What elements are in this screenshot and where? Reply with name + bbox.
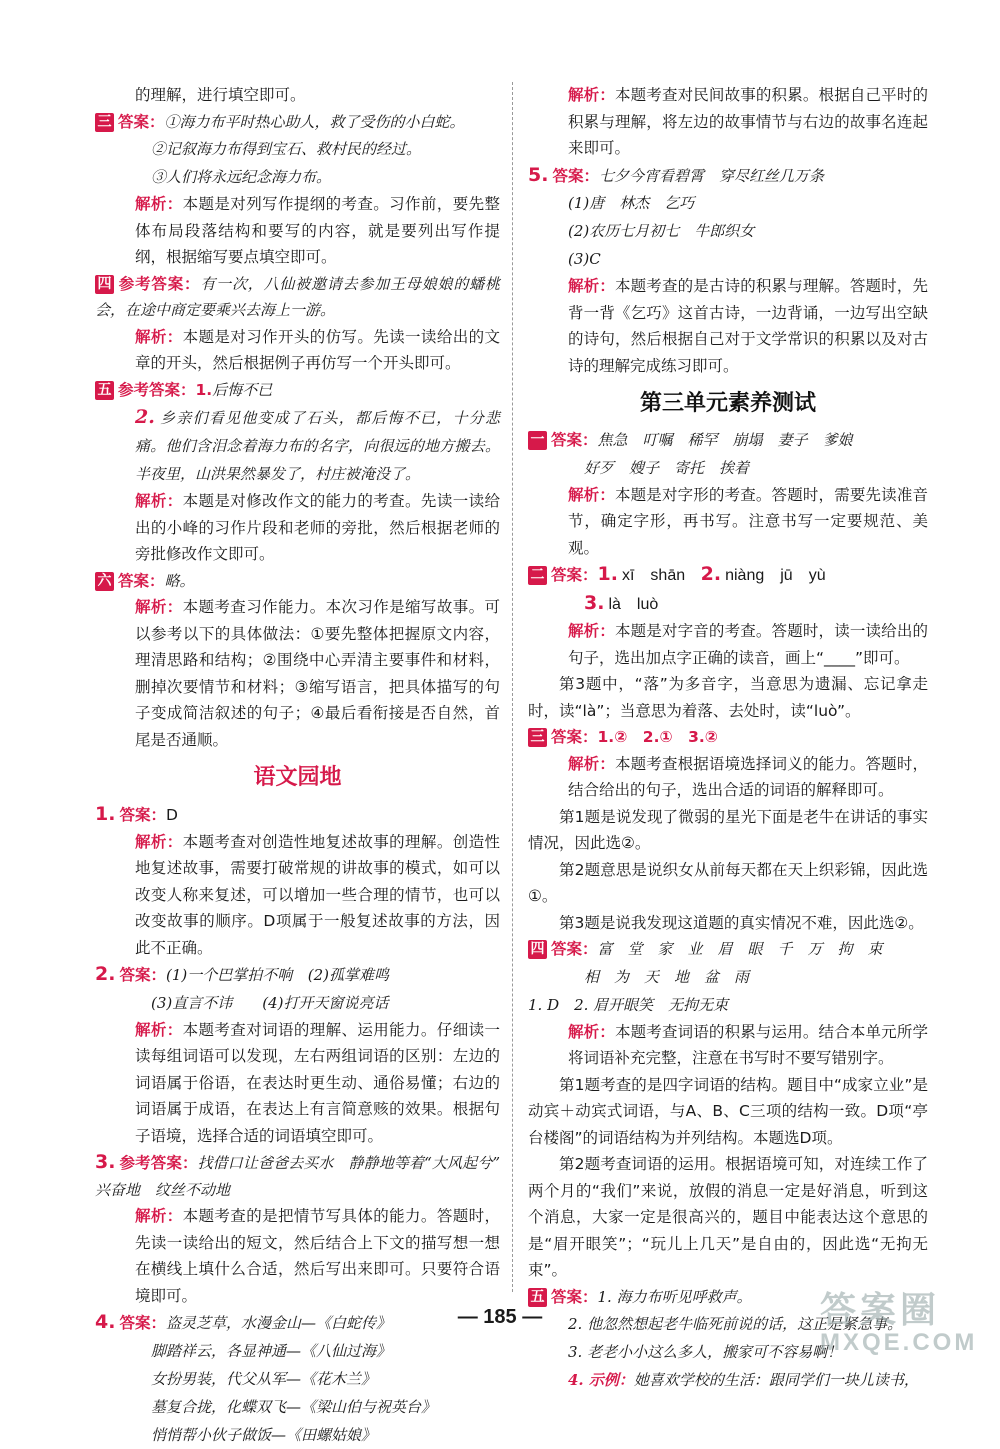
answer-text: (1)一个巴掌拍不响 [165,966,293,984]
answer-label: 答案： [551,728,598,746]
explanation-label: 解析： [135,492,183,510]
question-3 [95,1149,515,1309]
section-tag: 五 [95,381,114,400]
page-number: — 185 — [457,1306,543,1328]
item-number: 1. [95,803,116,825]
answer-text: (3)直言不讳 [151,993,233,1012]
answer-label: 参考答案： [118,274,201,293]
question-2 [95,961,500,1149]
answer-label: 答案： [118,112,165,131]
item-number: 2. [135,406,155,428]
explanation-text: 本题考查对民间故事的积累。根据自己平时的积累与理解，将左边的故事情节与右边的故事名连起来即可。 [568,86,928,157]
item-number: 4. [95,1311,116,1333]
answer-text: 相 为 天 地 盆 雨 [584,967,750,986]
answer-text: 焦急 叮嘱 稀罕 崩塌 妻子 爹娘 [597,431,853,449]
explanation-label: 解析： [568,622,615,640]
answer-text: (2)孤掌难鸣 [307,966,389,984]
answer-label: 答案： [551,1287,598,1306]
item-number: 1. [195,380,213,399]
answer-text: 1. D 2. 眉开眼笑 无拘无束 [528,995,729,1014]
answer-label: 答案： [551,431,598,449]
answer-text: 3. 老老小小这么多人，搬家可不容易啊！ [568,1343,843,1361]
explanation-text: 本题考查对词语的理解、运用能力。仔细读一读每组词语可以发现，左右两组词语的区别：左边的词语属于俗语，在表达时更生动、通俗易懂；右边的词语属于成语，在表达上有言简意赅的效果。根据句子语境，选择合适的词语填空即可。 [135,1020,500,1145]
answer-text: 盗灵芝草，水漫金山—《白蛇传》 [165,1314,391,1332]
explanation-label: 解析： [568,754,615,773]
section-tag: 三 [95,113,114,132]
answer-label: 答案： [119,966,166,984]
answer-text: 略。 [164,571,195,590]
answer-text: 她喜欢学校的生活：跟同学们一块儿读书， [633,1371,919,1389]
answer-label: 答案： [119,1314,166,1332]
test-3 [528,724,928,936]
section-tag: 四 [95,275,114,294]
test-2 [528,561,928,724]
text-line: 的理解，进行填空即可。 [135,86,306,104]
section-title: 第三单元素养测试 [639,390,816,416]
question-4 [95,1309,500,1449]
explanation-text: 本题是对修改作文的能力的考查。先读一读给出的小峰的习作片段和老师的旁批，然后根据老师的旁批修改作文即可。 [135,492,500,563]
pinyin-text: xī shān [621,567,686,584]
test-4 [528,936,928,1284]
item-number: 3. [584,591,605,614]
example-label: 4. 示例： [568,1371,634,1389]
answer-block-4 [95,271,500,377]
answer-label: 答案： [119,806,166,824]
explanation-label: 解析： [568,277,615,295]
watermark-text: 答案圈 [820,1289,941,1330]
right-column [528,82,928,1394]
test-1 [528,427,928,561]
explanation-text: 本题考查根据语境选择词义的能力。答题时，结合给出的句子，选出合适的词语的解释即可。 [568,754,928,799]
answer-label: 答案： [118,571,165,590]
question-1 [95,801,500,961]
answer-text: 后悔不已 [212,380,273,399]
section-title: 语文园地 [253,764,342,790]
answer-text: 女扮男装，代父从军—《花木兰》 [151,1369,377,1388]
explanation-text: 本题考查的是把情节写具体的能力。答题时，先读一读给出的短文，然后结合上下文的描写想一想在横线上填什么合适，然后写出来即可。只要符合语境即可。 [135,1207,500,1305]
explanation-text: 本题是对习作开头的仿写。先读一读给出的文章的开头，然后根据例子再仿写一个开头即可。 [135,327,500,372]
answer-text: 脚踏祥云，各显神通—《八仙过海》 [151,1341,392,1360]
answer-text: D [165,806,178,824]
section-tag: 一 [528,431,547,450]
explanation-text: 本题考查习作能力。本次习作是缩写故事。可以参考以下的具体做法：①要先整体把握原文内容，理清思路和结构；②围绕中心弄清主要事件和材料，删掉次要情节和材料；③缩写语言，把具体描写的句子变成简洁叙述的句子；④最后看衔接是否自然，首尾是否通顺。 [135,598,500,749]
answer-label: 答案： [551,940,598,958]
explanation-label: 解析： [135,1207,183,1225]
answer-text: 好歹 嫂子 寄托 挨着 [584,458,750,477]
explanation-text: 本题是对字形的考查。答题时，需要先读准音节，确定字形，再书写。注意书写一定要规范、美观。 [568,485,928,557]
section-tag: 五 [528,1288,547,1307]
explanation-label: 解析： [135,195,183,213]
explanation-label: 解析： [568,1022,615,1041]
answer-text: 找借口让爸爸去买水 静静地等着“大风起兮” 兴奋地 纹丝不动地 [95,1154,515,1199]
explanation-label: 解析： [135,598,183,616]
section-tag: 三 [528,728,547,747]
answer-text: 2. 他忽然想起老牛临死前说的话，这正是紧急事。 [568,1315,903,1333]
answer-text: 乡亲们看见他变成了石头，都后悔不已，十分悲痛。他们含泪念着海力布的名字，向很远的地方搬去。半夜里，山洪果然暴发了，村庄被淹没了。 [135,409,500,483]
watermark-url: MXQE.COM [820,1329,978,1356]
question-5 [528,162,928,380]
answer-block-6 [95,568,500,754]
item-number: 5. [528,163,549,186]
paragraph: 第2题意思是说织女从前每天都在天上织彩锦，因此选①。 [528,860,928,905]
explanation-label: 解析： [568,485,615,504]
answer-text: (4)打开天窗说亮话 [262,993,389,1012]
item-number: 2. [95,963,116,985]
answer-text: ②记叙海力布得到宝石、救村民的经过。 [151,140,422,158]
section-tag: 二 [528,566,547,585]
paragraph: 第3题中，“落”为多音字，当意思为遗漏、忘记拿走时，读“là”；当意思为着落、去处时，读“luò”。 [528,675,928,720]
explanation-text: 本题考查词语的积累与运用。结合本单元所学将词语补充完整，注意在书写时不要写错别字。 [568,1022,928,1067]
answer-text: (3)C [568,250,601,268]
answer-text: 悄悄帮小伙子做饭—《田螺姑娘》 [151,1425,377,1444]
section-tag: 六 [95,572,114,591]
answer-text: 1. 海力布听见呼救声。 [597,1287,752,1306]
answer-label: 答案： [552,166,599,185]
item-number: 2. [700,563,722,585]
answer-text: ③人们将永远纪念海力布。 [151,168,332,186]
explanation-text: 本题是对字音的考查。答题时，读一读给出的句子，选出加点字正确的读音，画上“____”即可。 [568,622,928,667]
left-column [95,82,515,1449]
answer-text: 墓复合拢，化蝶双飞—《梁山伯与祝英台》 [151,1397,437,1416]
answer-text: 有一次，八仙被邀请去参加王母娘娘的蟠桃会，在途中商定要乘兴去海上一游。 [95,274,500,319]
explanation-label: 解析： [135,832,183,851]
answer-text: 富 堂 家 业 眉 眼 千 万 拘 束 [597,940,883,958]
explanation-text: 本题考查的是古诗的积累与理解。答题时，先背一背《乞巧》这首古诗，一边背诵，一边写出空缺的诗句，然后根据自己对于文学常识的积累以及对古诗的理解完成练习即可。 [568,277,928,375]
pinyin-text: là luò [608,595,659,613]
explanation-label: 解析： [135,327,183,346]
paragraph: 第3题是说我发现这道题的真实情况不难，因此选②。 [559,913,924,932]
paragraph: 第1题是说发现了微弱的星光下面是老牛在讲话的事实情况，因此选②。 [528,807,928,852]
answer-block-3 [95,109,500,271]
answer-label: 答案： [551,566,598,584]
explanation-text: 本题考查对创造性地复述故事的理解。创造性地复述故事，需要打破常规的讲故事的模式，如可以改变人称来复述，可以增加一些合理的情节，也可以改变故事的顺序。D项属于一般复述故事的方法，因此不正确。 [135,832,500,957]
section-tag: 四 [528,940,547,959]
column-divider [512,82,513,1292]
answer-label: 参考答案： [118,380,196,399]
answer-text: ①海力布平时热心助人，救了受伤的小白蛇。 [164,112,465,131]
answer-label: 参考答案： [119,1154,198,1172]
explanation-label: 解析： [568,86,615,104]
answer-text: (1)唐 林杰 乞巧 [568,194,695,212]
paragraph: 第2题考查词语的运用。根据语境可知，对连续工作了两个月的“我们”来说，放假的消息一定是好消息，听到这个消息，大家一定是很高兴的，题目中能表达这个意思的是“眉开眼笑”；“玩儿上几天”是自由的，因此选“无拘无束”。 [528,1155,928,1279]
pinyin-text: niàng jū yù [725,567,826,584]
explanation-label: 解析： [135,1020,183,1039]
answer-text: 1.② 2.① 3.② [597,728,718,746]
paragraph: 第1题考查的是四字词语的结构。题目中“成家立业”是动宾＋动宾式词语，与A、B、C三项的结构一致。D项“亭台楼阁”的词语结构为并列结构。本题选D项。 [528,1075,928,1147]
answer-text: (2)农历七月初七 牛郎织女 [568,222,755,240]
item-number: 1. [597,563,618,585]
watermark-logo [820,1290,995,1362]
explanation-text: 本题是对列写作提纲的考查。习作前，要先整体布局段落结构和要写的内容，就是要列出写作提纲，根据缩写要点填空即可。 [135,195,500,266]
answer-block-5 [95,377,500,568]
answer-text: 七夕今宵看碧霄 穿尽红丝几万条 [598,166,824,185]
item-number: 3. [95,1151,116,1173]
